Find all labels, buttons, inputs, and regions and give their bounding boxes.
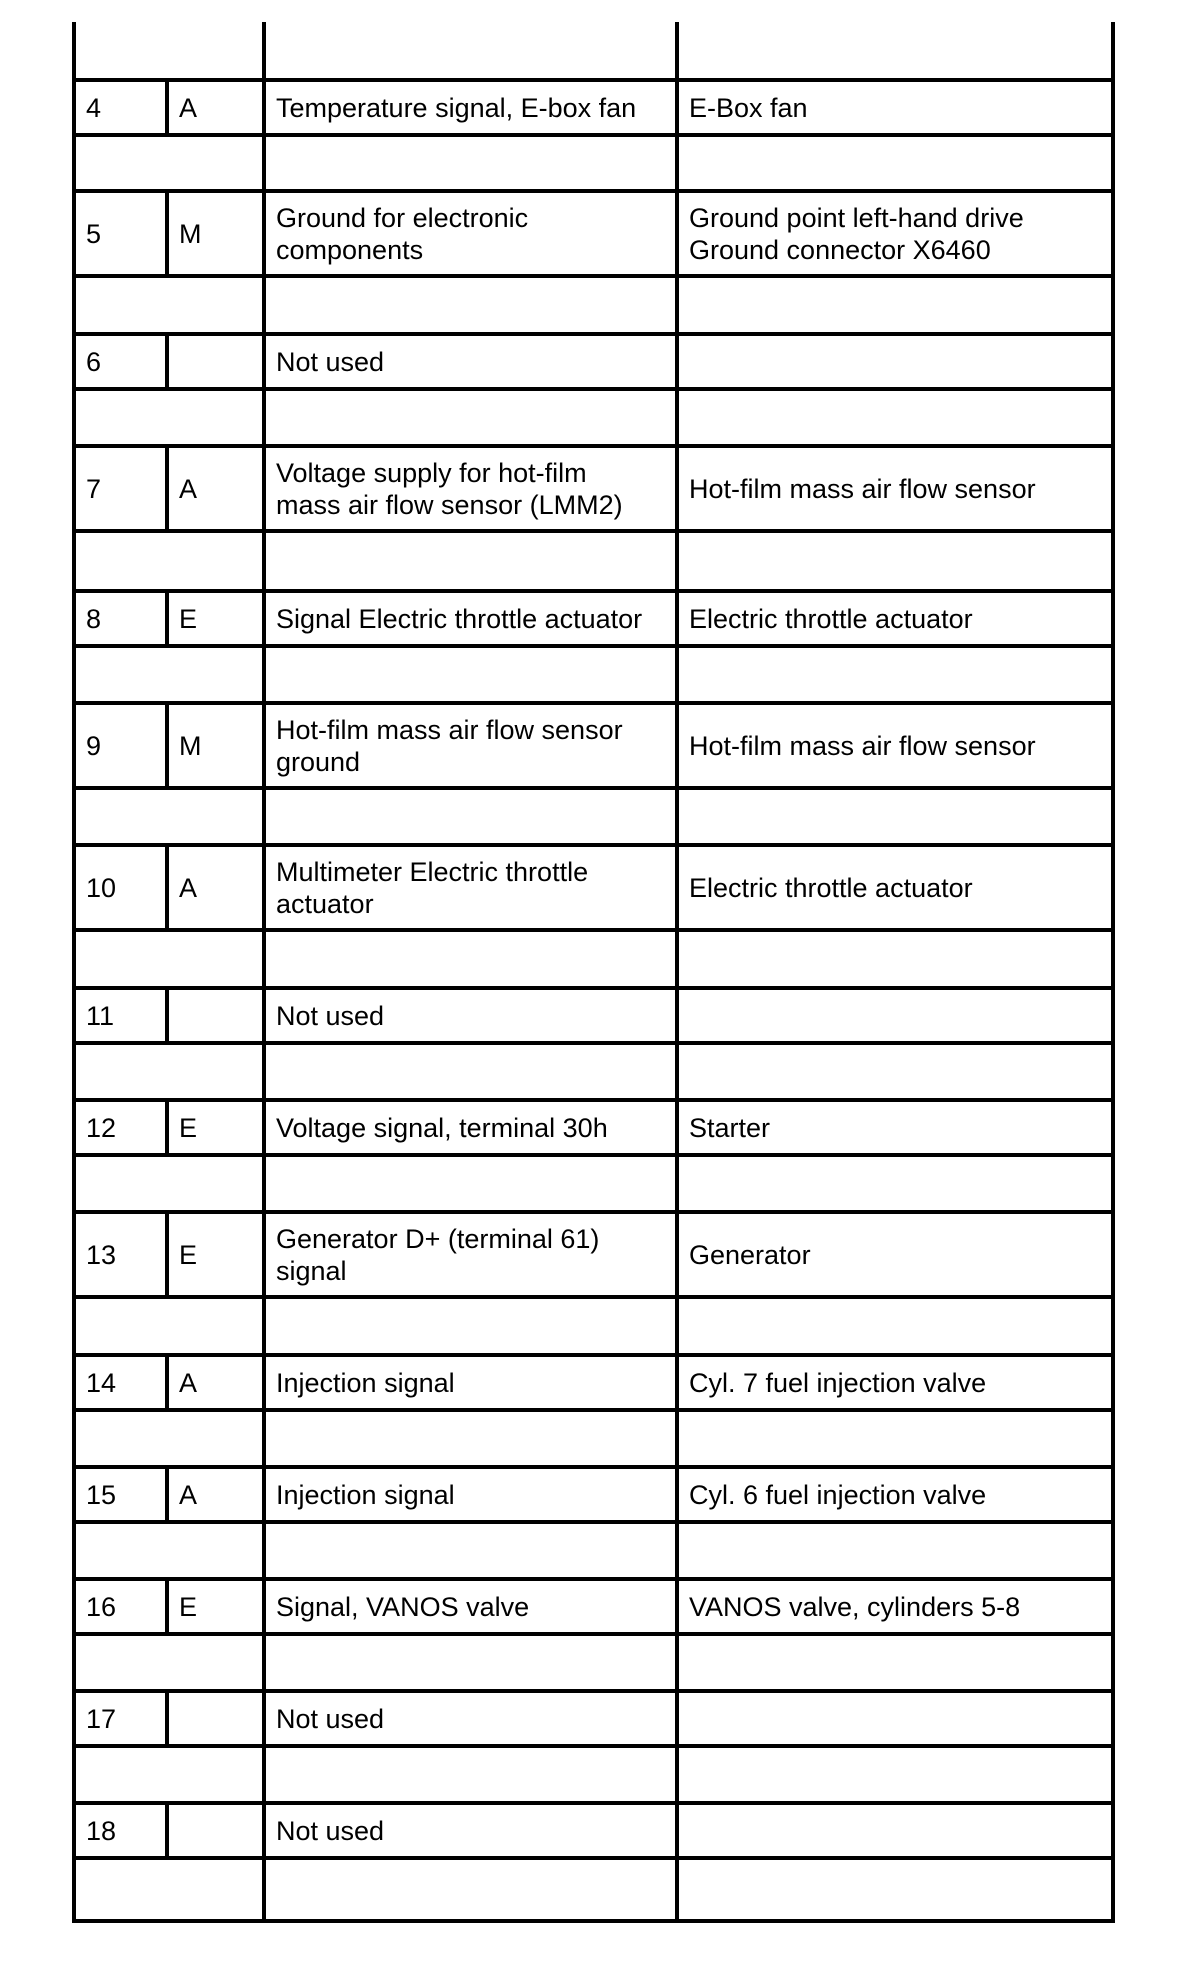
signal-type: M: [179, 218, 202, 249]
connected-component: [689, 334, 1109, 389]
signal-type: A: [179, 1479, 198, 1510]
column-divider: [165, 191, 169, 276]
signal-type: [179, 988, 260, 1043]
connected-component: [689, 988, 1109, 1043]
pin-number: 13: [86, 1239, 117, 1270]
pin-description: Temperature signal, E-box fan: [276, 92, 637, 123]
signal-type: A: [179, 92, 198, 123]
pin-description: Not used: [276, 1000, 385, 1031]
signal-type: E: [179, 1591, 198, 1622]
signal-type: M: [179, 730, 202, 761]
signal-type: A: [179, 1367, 198, 1398]
connected-component: [689, 1803, 1109, 1858]
pin-number: 11: [86, 1000, 115, 1031]
pin-number: 5: [86, 218, 102, 249]
pin-number: 14: [86, 1367, 117, 1398]
column-divider: [165, 1579, 169, 1634]
column-divider: [165, 1803, 169, 1858]
column-divider: [165, 1212, 169, 1297]
pin-number: 12: [86, 1112, 117, 1143]
signal-type: E: [179, 1112, 198, 1143]
column-divider: [165, 1691, 169, 1746]
pin-number: 17: [86, 1703, 117, 1734]
connected-component: Cyl. 7 fuel injection valve: [689, 1367, 987, 1398]
table-border-bottom: [72, 1919, 1115, 1923]
column-divider: [165, 1467, 169, 1522]
column-divider: [675, 22, 679, 1921]
connected-component: Starter: [689, 1112, 771, 1143]
connected-component: Hot-film mass air flow sensor: [689, 730, 1036, 761]
pin-number: 10: [86, 872, 117, 903]
pin-description: Voltage supply for hot-film mass air flow sensor (LMM2): [276, 457, 623, 520]
signal-type: A: [179, 473, 198, 504]
pin-description: Not used: [276, 346, 385, 377]
pin-number: 15: [86, 1479, 117, 1510]
connected-component: Generator: [689, 1239, 811, 1270]
column-divider: [165, 1355, 169, 1410]
table-border-right: [1111, 22, 1115, 1921]
column-divider: [165, 80, 169, 135]
pin-description: Hot-film mass air flow sensor ground: [276, 714, 623, 777]
connected-component: Electric throttle actuator: [689, 872, 973, 903]
pin-description: Voltage signal, terminal 30h: [276, 1112, 608, 1143]
pin-description: Signal, VANOS valve: [276, 1591, 530, 1622]
column-divider: [165, 845, 169, 930]
connected-component: Cyl. 6 fuel injection valve: [689, 1479, 987, 1510]
signal-type: [179, 1691, 260, 1746]
connected-component: Electric throttle actuator: [689, 603, 973, 634]
column-divider: [165, 446, 169, 531]
pin-description: Injection signal: [276, 1367, 455, 1398]
pin-number: 18: [86, 1815, 117, 1846]
table-border-left: [72, 22, 76, 1921]
column-divider: [165, 703, 169, 788]
connected-component: [689, 1691, 1109, 1746]
pin-description: Not used: [276, 1703, 385, 1734]
connected-component: Hot-film mass air flow sensor: [689, 473, 1036, 504]
signal-type: [179, 1803, 260, 1858]
pin-number: 8: [86, 603, 102, 634]
signal-type: E: [179, 603, 198, 634]
pin-description: Multimeter Electric throttle actuator: [276, 856, 589, 919]
signal-type: E: [179, 1239, 198, 1270]
pin-number: 7: [86, 473, 102, 504]
pin-number: 16: [86, 1591, 117, 1622]
pin-description: Not used: [276, 1815, 385, 1846]
pin-description: Injection signal: [276, 1479, 455, 1510]
pin-number: 4: [86, 92, 102, 123]
signal-type: A: [179, 872, 198, 903]
column-divider: [165, 591, 169, 646]
column-divider: [165, 1100, 169, 1155]
connected-component: E-Box fan: [689, 92, 808, 123]
signal-type: [179, 334, 260, 389]
column-divider: [262, 22, 266, 1921]
column-divider: [165, 334, 169, 389]
pin-number: 9: [86, 730, 102, 761]
pin-description: Ground for electronic components: [276, 202, 529, 265]
pin-description: Generator D+ (terminal 61) signal: [276, 1223, 600, 1286]
connected-component: VANOS valve, cylinders 5-8: [689, 1591, 1021, 1622]
pin-description: Signal Electric throttle actuator: [276, 603, 643, 634]
connected-component: Ground point left-hand drive Ground connector X6460: [689, 202, 1024, 265]
pin-number: 6: [86, 346, 102, 377]
column-divider: [165, 988, 169, 1043]
